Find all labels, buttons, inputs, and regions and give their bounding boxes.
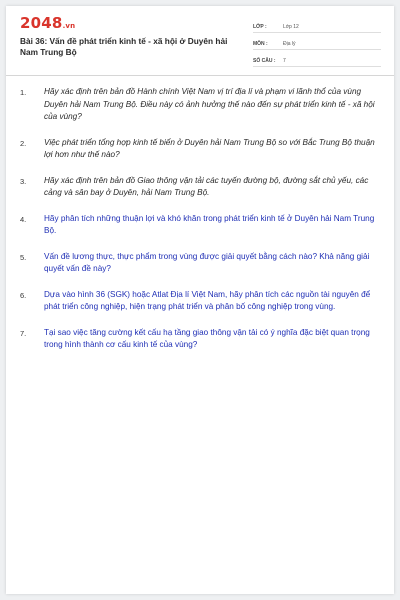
question-item (20, 327, 382, 352)
meta-row-question-count (253, 52, 381, 67)
question-number: 7. (20, 328, 27, 338)
question-number: 3. (20, 176, 27, 186)
question-item (20, 213, 382, 238)
question-number: 6. (20, 290, 27, 300)
question-text: Dựa vào hình 36 (SGK) hoặc Atlat Địa lí Việt Nam, hãy phân tích các nguồn tài nguyên để phát triển công nghiệp, hiện trạng phát triển và phân bố công nghiệp trong vùng. (44, 289, 371, 311)
lesson-title: Bài 36: Vấn đề phát triển kinh tế - xã hội ở Duyên hải Nam Trung Bộ (20, 36, 228, 57)
logo-suffix: .vn (62, 22, 76, 30)
worksheet-page (6, 6, 394, 594)
question-item (20, 175, 382, 200)
meta-key: SỐ CÂU : (253, 58, 276, 64)
meta-row-class (253, 18, 381, 33)
question-number: 5. (20, 252, 27, 262)
question-text: Việc phát triển tổng hợp kinh tế biển ở Duyên hải Nam Trung Bộ so với Bắc Trung Bộ thuận lợi hơn như thế nào? (44, 137, 375, 159)
question-number: 1. (20, 88, 27, 97)
question-item (20, 289, 382, 314)
meta-key: MÔN : (253, 41, 268, 47)
site-logo[interactable] (20, 14, 75, 32)
worksheet-header (6, 6, 394, 76)
question-list (20, 86, 382, 365)
question-item (20, 86, 382, 124)
question-item (20, 137, 382, 162)
question-text: Hãy phân tích những thuận lợi và khó khăn trong phát triển kinh tế ở Duyên hải Nam Trung Bộ. (44, 213, 375, 235)
question-number: 4. (20, 214, 27, 224)
question-number: 2. (20, 138, 27, 148)
question-text: Vấn đề lương thực, thực phẩm trong vùng được giải quyết bằng cách nào? Khả năng giải quyết vấn đề này? (44, 251, 370, 273)
meta-value: Lớp 12 (283, 24, 299, 30)
meta-value: 7 (283, 58, 286, 64)
question-text: Tại sao việc tăng cường kết cấu hạ tầng giao thông vận tải có ý nghĩa đặc biệt quan trọng trong hình thành cơ cấu kinh tế của vùng? (44, 327, 370, 349)
question-item (20, 251, 382, 276)
meta-key: LỚP : (253, 24, 267, 30)
meta-info (253, 18, 381, 69)
logo-main: 2048 (20, 14, 63, 32)
question-text: Hãy xác định trên bản đồ Hành chính Việt Nam vị trí địa lí và phạm vi lãnh thổ của vùng Duyên hải Nam Trung Bộ. Điều này có ảnh hưởng thế nào đến sự phát triển kinh tế - xã hội của vùng? (44, 87, 375, 121)
meta-value: Địa lý (283, 41, 296, 47)
question-text: Hãy xác định trên bản đồ Giao thông vận tải các tuyến đường bộ, đường sắt chủ yếu, các cảng và sân bay ở Duyên, hải Nam Trung Bộ. (44, 175, 369, 197)
meta-row-subject (253, 35, 381, 50)
